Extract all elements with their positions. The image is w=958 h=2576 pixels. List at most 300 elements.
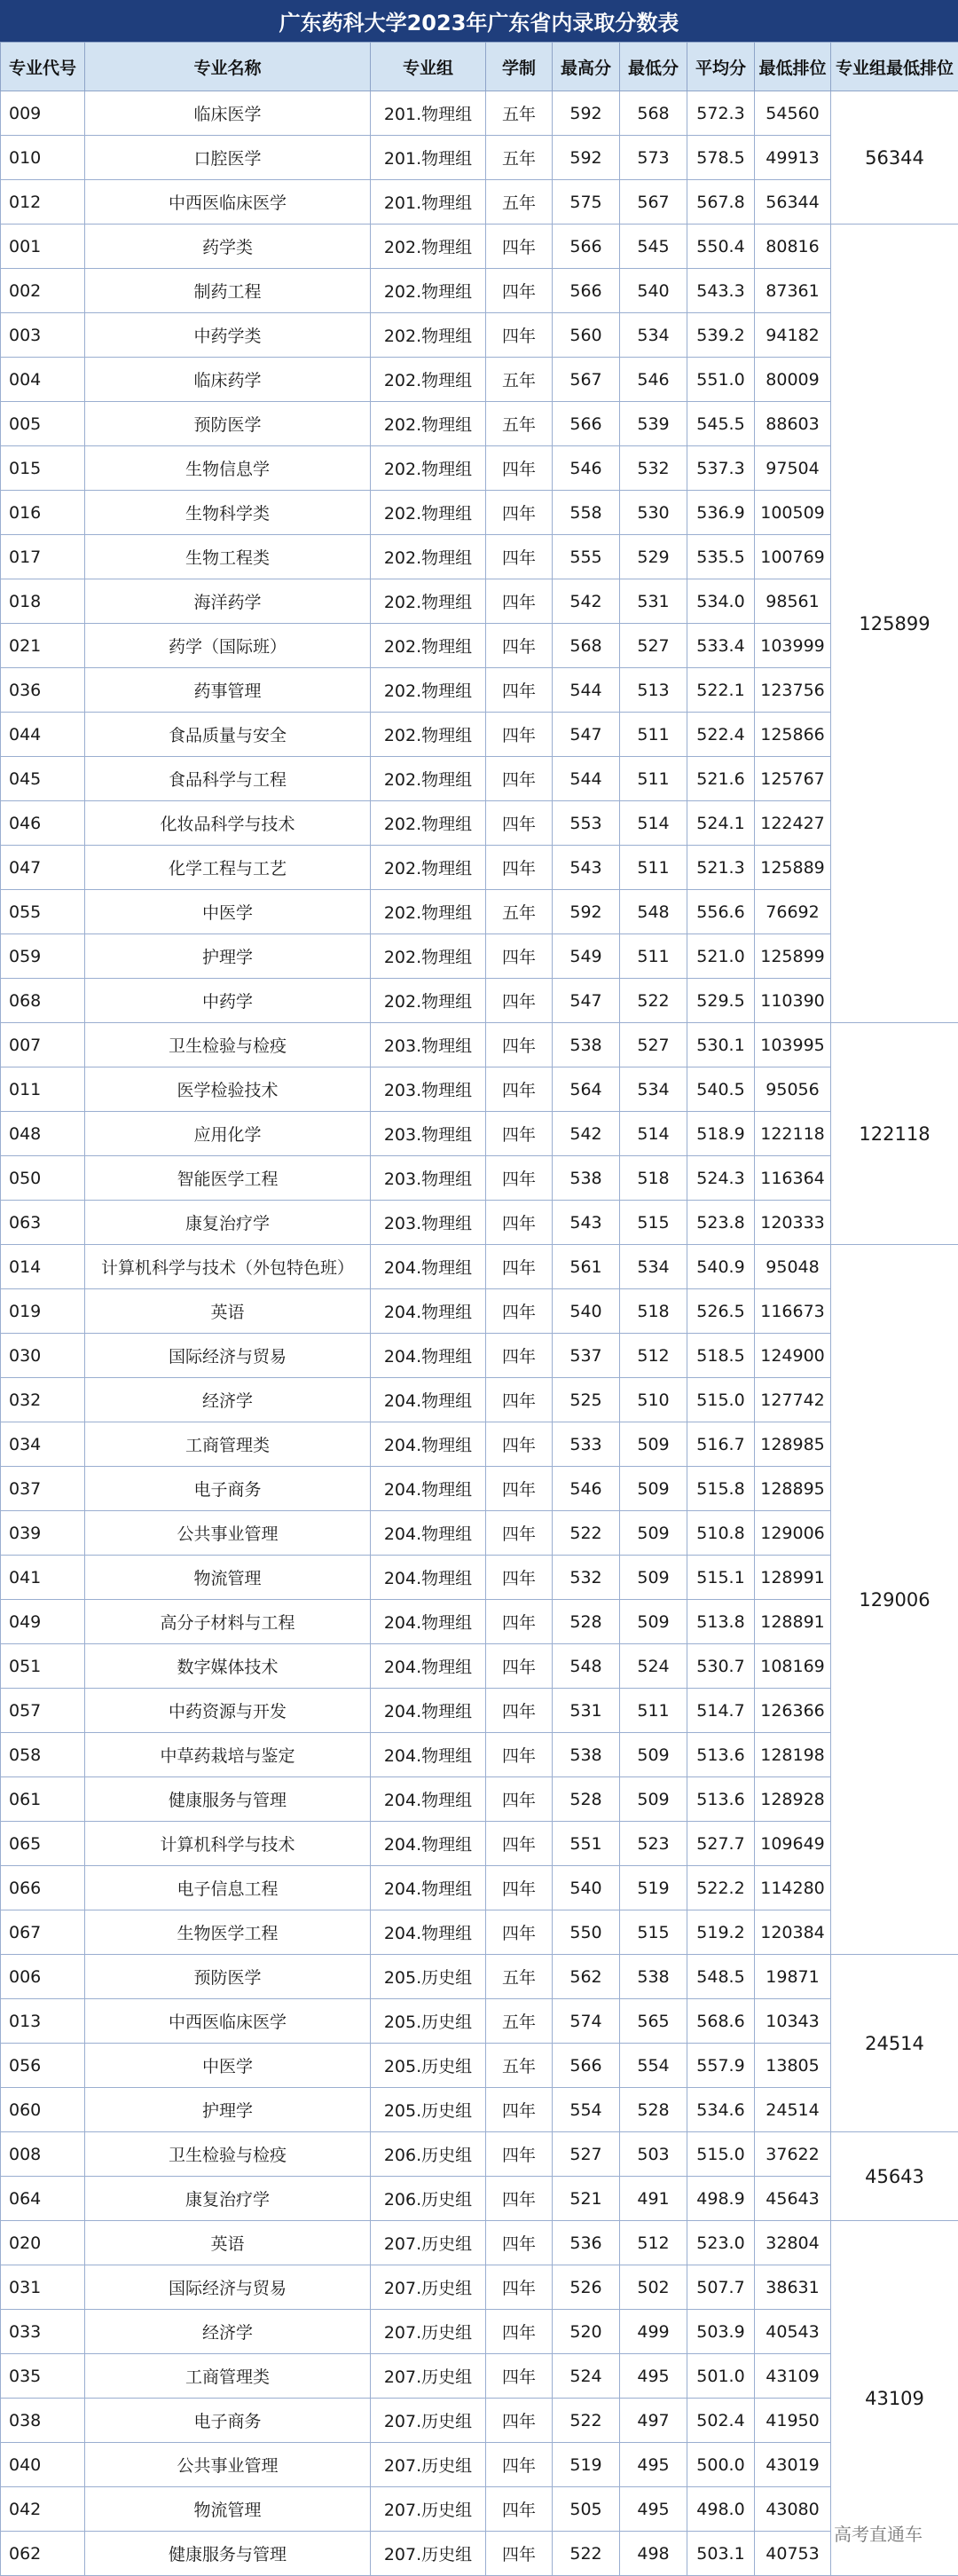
table-row — [1, 1644, 958, 1689]
cell-major-name: 国际经济与贸易 — [85, 2265, 371, 2310]
cell-major-group: 203.物理组 — [371, 1201, 486, 1245]
cell-max-score: 540 — [553, 1289, 620, 1334]
cell-min-rank: 103995 — [755, 1023, 831, 1067]
cell-max-score: 538 — [553, 1733, 620, 1777]
cell-duration: 四年 — [486, 1422, 553, 1467]
cell-avg-score: 548.5 — [687, 1955, 755, 1999]
cell-duration: 五年 — [486, 2044, 553, 2088]
cell-duration: 四年 — [486, 1910, 553, 1955]
cell-min-score: 495 — [620, 2443, 687, 2487]
table-row — [1, 934, 958, 979]
cell-min-score: 503 — [620, 2132, 687, 2177]
header-major-name: 专业名称 — [85, 43, 371, 91]
cell-major-name: 中西医临床医学 — [85, 1999, 371, 2044]
cell-min-score: 509 — [620, 1600, 687, 1644]
cell-max-score: 526 — [553, 2265, 620, 2310]
cell-major-name: 食品质量与安全 — [85, 713, 371, 757]
cell-min-rank: 56344 — [755, 180, 831, 225]
cell-avg-score: 518.5 — [687, 1334, 755, 1378]
cell-major-code: 045 — [1, 757, 85, 801]
cell-major-group: 206.历史组 — [371, 2132, 486, 2177]
cell-min-score: 524 — [620, 1644, 687, 1689]
cell-min-score: 518 — [620, 1156, 687, 1201]
cell-max-score: 547 — [553, 979, 620, 1023]
cell-major-code: 003 — [1, 313, 85, 358]
cell-major-code: 064 — [1, 2177, 85, 2221]
cell-major-group: 204.物理组 — [371, 1733, 486, 1777]
cell-duration: 四年 — [486, 668, 553, 713]
cell-min-rank: 125866 — [755, 713, 831, 757]
cell-group-min-rank: 24514 — [831, 1955, 958, 2132]
cell-min-rank: 122118 — [755, 1112, 831, 1156]
cell-major-code: 005 — [1, 402, 85, 446]
cell-major-code: 062 — [1, 2532, 85, 2576]
cell-min-rank: 94182 — [755, 313, 831, 358]
cell-major-group: 202.物理组 — [371, 225, 486, 269]
cell-duration: 四年 — [486, 2399, 553, 2443]
cell-major-name: 经济学 — [85, 1378, 371, 1422]
table-row — [1, 1023, 958, 1067]
cell-major-group: 205.历史组 — [371, 2044, 486, 2088]
table-row — [1, 1067, 958, 1112]
cell-min-rank: 13805 — [755, 2044, 831, 2088]
cell-avg-score: 515.1 — [687, 1556, 755, 1600]
cell-major-name: 物流管理 — [85, 2487, 371, 2532]
table-row — [1, 535, 958, 579]
table-row — [1, 2132, 958, 2177]
table-row — [1, 2443, 958, 2487]
cell-max-score: 543 — [553, 846, 620, 890]
cell-avg-score: 530.7 — [687, 1644, 755, 1689]
table-row — [1, 1245, 958, 1289]
cell-avg-score: 514.7 — [687, 1689, 755, 1733]
table-row — [1, 2088, 958, 2132]
cell-major-group: 203.物理组 — [371, 1023, 486, 1067]
cell-avg-score: 551.0 — [687, 358, 755, 402]
cell-min-rank: 100509 — [755, 491, 831, 535]
cell-major-group: 202.物理组 — [371, 446, 486, 491]
cell-major-name: 临床医学 — [85, 91, 371, 136]
cell-major-name: 经济学 — [85, 2310, 371, 2354]
cell-min-score: 538 — [620, 1955, 687, 1999]
cell-min-score: 502 — [620, 2265, 687, 2310]
table-row — [1, 713, 958, 757]
cell-duration: 四年 — [486, 1067, 553, 1112]
table-row — [1, 2221, 958, 2265]
cell-min-score: 511 — [620, 713, 687, 757]
cell-major-name: 卫生检验与检疫 — [85, 2132, 371, 2177]
cell-avg-score: 529.5 — [687, 979, 755, 1023]
cell-max-score: 525 — [553, 1378, 620, 1422]
cell-max-score: 527 — [553, 2132, 620, 2177]
cell-major-code: 030 — [1, 1334, 85, 1378]
cell-major-name: 中西医临床医学 — [85, 180, 371, 225]
cell-major-group: 202.物理组 — [371, 402, 486, 446]
cell-major-code: 061 — [1, 1777, 85, 1822]
cell-major-code: 020 — [1, 2221, 85, 2265]
cell-min-score: 509 — [620, 1556, 687, 1600]
table-row — [1, 2265, 958, 2310]
cell-major-code: 009 — [1, 91, 85, 136]
cell-max-score: 544 — [553, 757, 620, 801]
cell-max-score: 533 — [553, 1422, 620, 1467]
cell-major-name: 工商管理类 — [85, 2354, 371, 2399]
cell-major-group: 204.物理组 — [371, 1245, 486, 1289]
cell-major-code: 046 — [1, 801, 85, 846]
cell-major-code: 041 — [1, 1556, 85, 1600]
cell-max-score: 575 — [553, 180, 620, 225]
cell-major-code: 002 — [1, 269, 85, 313]
cell-avg-score: 500.0 — [687, 2443, 755, 2487]
cell-avg-score: 550.4 — [687, 225, 755, 269]
cell-min-score: 534 — [620, 1245, 687, 1289]
cell-duration: 五年 — [486, 1999, 553, 2044]
cell-avg-score: 507.7 — [687, 2265, 755, 2310]
cell-min-rank: 80816 — [755, 225, 831, 269]
cell-avg-score: 513.8 — [687, 1600, 755, 1644]
cell-max-score: 538 — [553, 1023, 620, 1067]
cell-duration: 四年 — [486, 1245, 553, 1289]
cell-min-score: 513 — [620, 668, 687, 713]
cell-major-code: 056 — [1, 2044, 85, 2088]
cell-avg-score: 521.6 — [687, 757, 755, 801]
cell-major-group: 204.物理组 — [371, 1422, 486, 1467]
cell-min-score: 565 — [620, 1999, 687, 2044]
cell-min-score: 512 — [620, 2221, 687, 2265]
table-row — [1, 1733, 958, 1777]
cell-min-score: 519 — [620, 1866, 687, 1910]
cell-major-name: 生物医学工程 — [85, 1910, 371, 1955]
cell-duration: 四年 — [486, 1289, 553, 1334]
cell-max-score: 540 — [553, 1866, 620, 1910]
cell-major-code: 010 — [1, 136, 85, 180]
cell-duration: 四年 — [486, 1467, 553, 1511]
score-table — [0, 42, 958, 2576]
cell-duration: 四年 — [486, 1378, 553, 1422]
cell-max-score: 592 — [553, 136, 620, 180]
cell-min-rank: 95048 — [755, 1245, 831, 1289]
cell-max-score: 524 — [553, 2354, 620, 2399]
cell-duration: 四年 — [486, 1644, 553, 1689]
cell-major-name: 临床药学 — [85, 358, 371, 402]
cell-max-score: 550 — [553, 1910, 620, 1955]
cell-min-rank: 124900 — [755, 1334, 831, 1378]
cell-min-score: 548 — [620, 890, 687, 934]
cell-min-rank: 125767 — [755, 757, 831, 801]
cell-major-name: 预防医学 — [85, 1955, 371, 1999]
cell-major-group: 202.物理组 — [371, 979, 486, 1023]
cell-major-group: 201.物理组 — [371, 91, 486, 136]
cell-min-score: 539 — [620, 402, 687, 446]
cell-major-name: 海洋药学 — [85, 579, 371, 624]
cell-major-name: 中药学 — [85, 979, 371, 1023]
cell-major-group: 201.物理组 — [371, 136, 486, 180]
cell-min-rank: 95056 — [755, 1067, 831, 1112]
cell-max-score: 592 — [553, 890, 620, 934]
cell-major-group: 204.物理组 — [371, 1511, 486, 1556]
cell-duration: 四年 — [486, 225, 553, 269]
cell-min-score: 546 — [620, 358, 687, 402]
cell-avg-score: 503.1 — [687, 2532, 755, 2576]
cell-major-name: 口腔医学 — [85, 136, 371, 180]
cell-avg-score: 524.3 — [687, 1156, 755, 1201]
cell-major-group: 204.物理组 — [371, 1467, 486, 1511]
cell-min-score: 511 — [620, 757, 687, 801]
cell-max-score: 564 — [553, 1067, 620, 1112]
cell-max-score: 505 — [553, 2487, 620, 2532]
cell-major-group: 203.物理组 — [371, 1156, 486, 1201]
cell-avg-score: 518.9 — [687, 1112, 755, 1156]
table-row — [1, 402, 958, 446]
cell-duration: 四年 — [486, 934, 553, 979]
cell-min-rank: 24514 — [755, 2088, 831, 2132]
cell-max-score: 522 — [553, 2532, 620, 2576]
cell-max-score: 528 — [553, 1777, 620, 1822]
header-max-score: 最高分 — [553, 43, 620, 91]
cell-min-score: 568 — [620, 91, 687, 136]
cell-major-code: 021 — [1, 624, 85, 668]
cell-min-rank: 128928 — [755, 1777, 831, 1822]
cell-major-name: 制药工程 — [85, 269, 371, 313]
cell-major-group: 203.物理组 — [371, 1112, 486, 1156]
cell-min-rank: 116673 — [755, 1289, 831, 1334]
cell-max-score: 562 — [553, 1955, 620, 1999]
cell-min-score: 495 — [620, 2487, 687, 2532]
cell-max-score: 568 — [553, 624, 620, 668]
table-row — [1, 313, 958, 358]
cell-min-rank: 40753 — [755, 2532, 831, 2576]
table-row — [1, 2177, 958, 2221]
cell-avg-score: 527.7 — [687, 1822, 755, 1866]
table-row — [1, 2310, 958, 2354]
cell-max-score: 538 — [553, 1156, 620, 1201]
cell-avg-score: 534.6 — [687, 2088, 755, 2132]
cell-major-name: 食品科学与工程 — [85, 757, 371, 801]
table-row — [1, 1999, 958, 2044]
cell-min-score: 534 — [620, 313, 687, 358]
cell-major-group: 202.物理组 — [371, 801, 486, 846]
cell-major-name: 中药学类 — [85, 313, 371, 358]
cell-min-score: 509 — [620, 1422, 687, 1467]
cell-avg-score: 521.3 — [687, 846, 755, 890]
cell-avg-score: 521.0 — [687, 934, 755, 979]
table-row — [1, 1112, 958, 1156]
cell-major-name: 数字媒体技术 — [85, 1644, 371, 1689]
cell-max-score: 543 — [553, 1201, 620, 1245]
cell-min-rank: 97504 — [755, 446, 831, 491]
cell-min-rank: 43080 — [755, 2487, 831, 2532]
cell-avg-score: 498.9 — [687, 2177, 755, 2221]
cell-avg-score: 515.8 — [687, 1467, 755, 1511]
cell-major-code: 032 — [1, 1378, 85, 1422]
cell-duration: 四年 — [486, 2088, 553, 2132]
cell-duration: 四年 — [486, 1156, 553, 1201]
cell-min-score: 522 — [620, 979, 687, 1023]
table-row — [1, 1822, 958, 1866]
table-row — [1, 979, 958, 1023]
table-row — [1, 668, 958, 713]
cell-major-name: 英语 — [85, 1289, 371, 1334]
cell-major-code: 057 — [1, 1689, 85, 1733]
table-row — [1, 1910, 958, 1955]
table-row — [1, 1556, 958, 1600]
cell-duration: 四年 — [486, 313, 553, 358]
cell-avg-score: 556.6 — [687, 890, 755, 934]
cell-min-rank: 120333 — [755, 1201, 831, 1245]
table-row — [1, 1866, 958, 1910]
cell-avg-score: 578.5 — [687, 136, 755, 180]
cell-major-group: 202.物理组 — [371, 313, 486, 358]
cell-group-min-rank: 122118 — [831, 1023, 958, 1245]
cell-min-score: 527 — [620, 1023, 687, 1067]
cell-major-code: 031 — [1, 2265, 85, 2310]
cell-min-score: 518 — [620, 1289, 687, 1334]
cell-major-code: 033 — [1, 2310, 85, 2354]
cell-avg-score: 523.8 — [687, 1201, 755, 1245]
cell-min-score: 510 — [620, 1378, 687, 1422]
cell-min-score: 509 — [620, 1777, 687, 1822]
cell-avg-score: 516.7 — [687, 1422, 755, 1467]
cell-min-score: 509 — [620, 1467, 687, 1511]
cell-min-score: 511 — [620, 1689, 687, 1733]
cell-major-name: 工商管理类 — [85, 1422, 371, 1467]
cell-max-score: 521 — [553, 2177, 620, 2221]
cell-major-group: 207.历史组 — [371, 2310, 486, 2354]
cell-major-code: 068 — [1, 979, 85, 1023]
cell-duration: 四年 — [486, 846, 553, 890]
cell-min-rank: 129006 — [755, 1511, 831, 1556]
cell-major-group: 205.历史组 — [371, 1999, 486, 2044]
cell-duration: 四年 — [486, 801, 553, 846]
cell-major-name: 护理学 — [85, 934, 371, 979]
cell-max-score: 561 — [553, 1245, 620, 1289]
cell-major-name: 生物工程类 — [85, 535, 371, 579]
cell-major-name: 医学检验技术 — [85, 1067, 371, 1112]
cell-major-group: 207.历史组 — [371, 2443, 486, 2487]
cell-major-name: 公共事业管理 — [85, 2443, 371, 2487]
cell-avg-score: 523.0 — [687, 2221, 755, 2265]
cell-min-rank: 76692 — [755, 890, 831, 934]
cell-major-group: 202.物理组 — [371, 713, 486, 757]
cell-major-group: 204.物理组 — [371, 1910, 486, 1955]
cell-duration: 四年 — [486, 446, 553, 491]
cell-major-group: 204.物理组 — [371, 1866, 486, 1910]
cell-group-min-rank: 45643 — [831, 2132, 958, 2221]
header-avg-score: 平均分 — [687, 43, 755, 91]
table-row — [1, 1201, 958, 1245]
cell-min-rank: 19871 — [755, 1955, 831, 1999]
table-row — [1, 579, 958, 624]
cell-max-score: 592 — [553, 91, 620, 136]
cell-major-name: 化学工程与工艺 — [85, 846, 371, 890]
cell-major-name: 卫生检验与检疫 — [85, 1023, 371, 1067]
cell-min-score: 534 — [620, 1067, 687, 1112]
cell-duration: 四年 — [486, 2532, 553, 2576]
cell-min-score: 491 — [620, 2177, 687, 2221]
cell-group-min-rank: 43109 — [831, 2221, 958, 2576]
cell-min-rank: 43109 — [755, 2354, 831, 2399]
cell-max-score: 566 — [553, 402, 620, 446]
cell-avg-score: 513.6 — [687, 1777, 755, 1822]
cell-min-rank: 126366 — [755, 1689, 831, 1733]
table-row — [1, 136, 958, 180]
cell-avg-score: 539.2 — [687, 313, 755, 358]
cell-major-group: 207.历史组 — [371, 2354, 486, 2399]
cell-min-score: 495 — [620, 2354, 687, 2399]
cell-max-score: 532 — [553, 1556, 620, 1600]
cell-major-name: 计算机科学与技术（外包特色班） — [85, 1245, 371, 1289]
cell-min-rank: 128891 — [755, 1600, 831, 1644]
cell-min-score: 511 — [620, 846, 687, 890]
cell-major-group: 201.物理组 — [371, 180, 486, 225]
table-row — [1, 890, 958, 934]
cell-major-code: 001 — [1, 225, 85, 269]
cell-major-group: 202.物理组 — [371, 668, 486, 713]
cell-major-code: 042 — [1, 2487, 85, 2532]
header-min-rank: 最低排位 — [755, 43, 831, 91]
cell-major-name: 中医学 — [85, 2044, 371, 2088]
header-group-min-rank: 专业组最低排位 — [831, 43, 958, 91]
cell-major-code: 067 — [1, 1910, 85, 1955]
cell-min-rank: 128198 — [755, 1733, 831, 1777]
cell-min-score: 499 — [620, 2310, 687, 2354]
cell-major-name: 电子信息工程 — [85, 1866, 371, 1910]
cell-max-score: 531 — [553, 1689, 620, 1733]
cell-major-group: 204.物理组 — [371, 1289, 486, 1334]
cell-major-group: 202.物理组 — [371, 757, 486, 801]
cell-duration: 四年 — [486, 1334, 553, 1378]
cell-max-score: 546 — [553, 1467, 620, 1511]
cell-duration: 四年 — [486, 1689, 553, 1733]
cell-duration: 四年 — [486, 2221, 553, 2265]
cell-duration: 四年 — [486, 269, 553, 313]
cell-min-score: 528 — [620, 2088, 687, 2132]
table-row — [1, 491, 958, 535]
cell-min-rank: 100769 — [755, 535, 831, 579]
cell-min-score: 531 — [620, 579, 687, 624]
cell-major-code: 066 — [1, 1866, 85, 1910]
cell-duration: 五年 — [486, 358, 553, 402]
cell-min-score: 567 — [620, 180, 687, 225]
cell-duration: 四年 — [486, 713, 553, 757]
table-row — [1, 1156, 958, 1201]
table-row — [1, 1511, 958, 1556]
cell-max-score: 553 — [553, 801, 620, 846]
cell-max-score: 549 — [553, 934, 620, 979]
cell-major-code: 004 — [1, 358, 85, 402]
cell-duration: 四年 — [486, 2132, 553, 2177]
cell-major-group: 204.物理组 — [371, 1600, 486, 1644]
cell-max-score: 522 — [553, 2399, 620, 2443]
cell-major-name: 国际经济与贸易 — [85, 1334, 371, 1378]
cell-major-code: 016 — [1, 491, 85, 535]
cell-min-rank: 116364 — [755, 1156, 831, 1201]
cell-min-score: 523 — [620, 1822, 687, 1866]
cell-major-code: 019 — [1, 1289, 85, 1334]
cell-duration: 四年 — [486, 1511, 553, 1556]
table-row — [1, 2532, 958, 2576]
cell-max-score: 555 — [553, 535, 620, 579]
cell-min-rank: 108169 — [755, 1644, 831, 1689]
cell-duration: 四年 — [486, 1866, 553, 1910]
cell-min-score: 540 — [620, 269, 687, 313]
cell-major-group: 202.物理组 — [371, 624, 486, 668]
cell-avg-score: 515.0 — [687, 2132, 755, 2177]
header-major-group: 专业组 — [371, 43, 486, 91]
cell-max-score: 551 — [553, 1822, 620, 1866]
cell-major-code: 012 — [1, 180, 85, 225]
cell-major-name: 中草药栽培与鉴定 — [85, 1733, 371, 1777]
